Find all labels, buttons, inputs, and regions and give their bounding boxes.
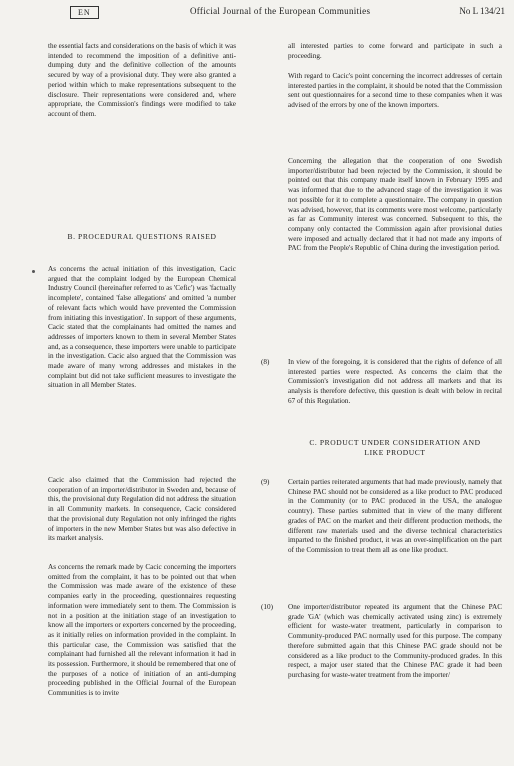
recital-8: In view of the foregoing, it is considered that the rights of defence of all interested parties were respected. As concerns the claim that the Commission's investigation did not address all markets and that its analysis is therefore defective, this question is dealt with below in recital 67 of this Regulation. <box>288 358 502 405</box>
recital-number-9: (9) <box>261 478 270 486</box>
right-paragraph-3: Concerning the allegation that the cooperation of one Swedish importer/distributor had been rejected by the Commission, it should be pointed out that this company made itself known in February 1995 and was informed that due to the advanced stage of the investigation it was not possible for it to complete a questionnaire. The company in question was advised, however, that its comments were most welcome, particularly as far as Community interest was concerned. Subsequent to this, the company only contacted the Commission again after provisional duties were imposed and actually declared that it had not made any imports of PAC from the People's Republic of China during the investigation period. <box>288 157 502 253</box>
recital-10: One importer/distributor repeated its argument that the Chinese PAC grade 'GA' (which was chemically activated using zinc) is extremely efficient for waste-water treatment, particularly in comparison to Community-produced PAC normally used for this purpose. The company therefore submitted again that this Chinese PAC grade should not be considered as a like product to the Community-produced grades. In this respect, a major user stated that the Chinese PAC grade it had been purchasing for waste-water treatment from the importer/ <box>288 603 502 679</box>
language-code: EN <box>70 6 99 19</box>
page-reference: No L 134/21 <box>459 6 505 16</box>
section-b-heading: B. PROCEDURAL QUESTIONS RAISED <box>67 232 217 241</box>
margin-mark <box>32 270 35 273</box>
recital-number-10: (10) <box>261 603 273 611</box>
section-c-heading-line-1: C. PRODUCT UNDER CONSIDERATION AND <box>309 438 481 447</box>
left-paragraph-2: As concerns the actual initiation of this investigation, Cacic argued that the complaint lodged by the European Chemical Industry Council (hereinafter referred to as 'Cefic') was 'factually incomplete', contained 'false allegations' and omitted 'a number of relevant facts which would have prevented the Commission from initiating this investigation'. In support of these arguments, Cacic stated that the complainants had omitted the names and addresses of importers known to them in several Member States and, as a consequence, these importers were unable to participate in the investigation. Cacic also argued that the Commission was made aware of many wrong addresses and mistakes in the complaint but did not take sufficient measures to investigate the situation in all Member States. <box>48 265 236 390</box>
recital-9: Certain parties reiterated arguments that had made previously, namely that Chinese PAC should not be considered as a like product to PAC produced in the Community (or to PAC produced in the USA, the analogue country). These parties submitted that in view of the many different grades of PAC on the market and their different production methods, the different raw materials used and the diverse technical characteristics imparted to the finished product, it was an over-simplification on the part of the Commission to treat them all as one like product. <box>288 478 502 554</box>
section-c-heading <box>288 438 502 458</box>
page-header <box>50 6 505 22</box>
left-paragraph-3: Cacic also claimed that the Commission had rejected the cooperation of an importer/distributor in Sweden and, because of this, the provisional duty Regulation did not address the situation in all Community markets. In consequence, Cacic considered that the provisional duty Regulation not only infringed the rights of importers in the new Member States but was also defective in its market analysis. <box>48 476 236 543</box>
recital-number-8: (8) <box>261 358 270 366</box>
journal-title: Official Journal of the European Communities <box>190 6 371 16</box>
left-paragraph-4: As concerns the remark made by Cacic concerning the importers omitted from the complaint, it has to be pointed out that when the Commission was made aware of the existence of these companies early in the proceeding, questionnaires requesting information were immediately sent to them. The Commission is not in a position at the initiation stage of an investigation to know all the importers or exporters concerned by the proceeding, as it initially relies on information provided in the complaint. In this particular case, the Commission was satisfied that the complainant had furnished all the relevant information it had in its possession. Furthermore, it should be remembered that one of the purposes of a notice of initiation of an anti-dumping proceeding published in the Official Journal of the European Communities is to invite <box>48 563 236 698</box>
left-paragraph-1: the essential facts and considerations on the basis of which it was intended to recommend the imposition of a definitive anti-dumping duty and the definitive collection of the amounts secured by way of a provisional duty. They were also granted a period within which to make representations subsequent to the disclosure. Their representations were considered and, where appropriate, the Commission's findings were modified to take account of them. <box>48 42 236 118</box>
right-paragraph-2: With regard to Cacic's point concerning the incorrect addresses of certain interested parties in the complaint, it should be noted that the Commission sent out questionnaires for a second time to these companies when it was advised of the errors by one of the known importers. <box>288 72 502 110</box>
section-c-heading-line-2: LIKE PRODUCT <box>364 448 426 457</box>
right-paragraph-1: all interested parties to come forward and participate in such a proceeding. <box>288 42 502 60</box>
